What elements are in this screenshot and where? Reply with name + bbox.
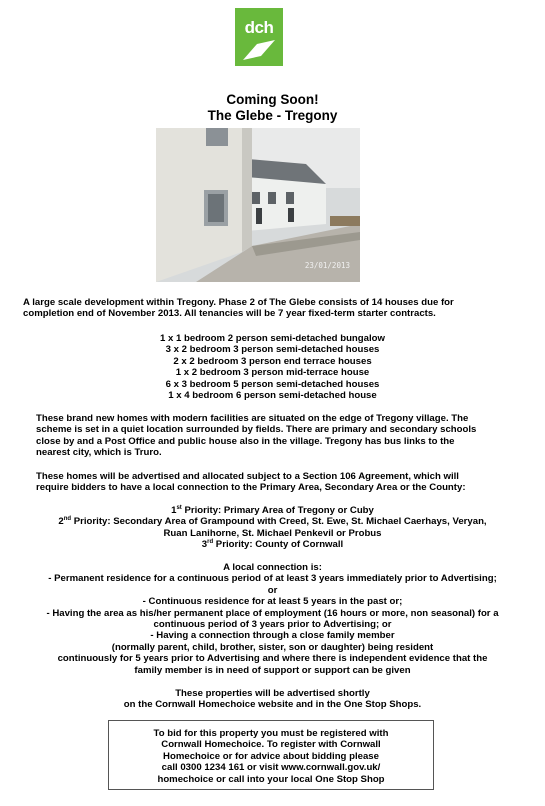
description-line: nearest city, which is Truro. bbox=[36, 447, 162, 459]
unit-item: 1 x 1 bedroom 2 person semi-detached bungalow bbox=[160, 333, 385, 344]
logo-leaf-icon bbox=[243, 40, 275, 60]
heading-coming-soon: Coming Soon! bbox=[226, 92, 319, 107]
priority-2: 2nd Priority: Secondary Area of Grampound with Creed, St. Ewe, St. Michael Caerhays, Veryan, bbox=[58, 516, 487, 528]
unit-list bbox=[0, 333, 545, 401]
local-connection-section bbox=[0, 562, 545, 676]
bidding-info-box bbox=[108, 720, 434, 790]
description-paragraph bbox=[36, 413, 526, 459]
unit-item: 1 x 4 bedroom 6 person semi-detached house bbox=[168, 390, 377, 402]
connection-line: A local connection is: bbox=[223, 562, 322, 573]
intro-line: completion end of November 2013. All tenancies will be 7 year fixed-term starter contracts. bbox=[23, 308, 436, 320]
advertising-line: These properties will be advertised shortly bbox=[175, 688, 370, 699]
allocation-line: require bidders to have a local connection to the Primary Area, Secondary Area or the County: bbox=[36, 482, 466, 494]
connection-line: - Permanent residence for a continuous period of at least 3 years immediately prior to Advertising; bbox=[48, 573, 497, 585]
intro-line: A large scale development within Tregony. Phase 2 of The Glebe consists of 14 houses due for bbox=[23, 297, 454, 308]
connection-line: - Continuous residence for at least 5 years in the past or; bbox=[142, 596, 403, 608]
connection-line: family member is in need of support or support can be given bbox=[134, 664, 411, 676]
connection-line: - Having a connection through a close family member bbox=[150, 630, 395, 642]
priority-1: 1st Priority: Primary Area of Tregony or Cuby bbox=[171, 505, 374, 516]
connection-line: - Having the area as his/her permanent place of employment (16 hours or more, non seasonal) for a bbox=[46, 607, 499, 619]
connection-line: continuous period of 3 years prior to Advertising; or bbox=[153, 619, 392, 631]
priority-3: 3rd Priority: County of Cornwall bbox=[201, 539, 344, 551]
description-line: These brand new homes with modern facilities are situated on the edge of Tregony village. The bbox=[36, 413, 469, 424]
bid-box-line: homechoice or call into your local One Stop Shop bbox=[157, 773, 385, 785]
intro-paragraph bbox=[23, 297, 523, 320]
connection-line: (normally parent, child, brother, sister, son or daughter) being resident bbox=[111, 641, 434, 653]
connection-line: continuously for 5 years prior to Advertising and where there is independent evidence that the bbox=[57, 653, 488, 665]
advertising-note bbox=[0, 688, 545, 711]
description-line: scheme is set in a quiet location surrounded by fields. There are primary and secondary schools bbox=[36, 424, 477, 436]
priority-2-continued: Ruan Lanihorne, St. Michael Penkevil or Probus bbox=[163, 527, 382, 539]
development-photo bbox=[156, 128, 360, 282]
photo-timestamp: 23/01/2013 bbox=[304, 261, 350, 270]
bid-box-line: To bid for this property you must be registered with bbox=[153, 728, 389, 739]
dch-logo bbox=[235, 8, 283, 66]
unit-item: 1 x 2 bedroom 3 person mid-terrace house bbox=[175, 367, 370, 379]
description-line: close by and a Post Office and public house also in the village. Tregony has bus links to the bbox=[36, 435, 455, 447]
logo-text: dch bbox=[244, 18, 274, 37]
unit-item: 2 x 2 bedroom 3 person end terrace houses bbox=[173, 355, 372, 367]
priority-list bbox=[0, 505, 545, 551]
allocation-paragraph bbox=[36, 471, 526, 494]
heading-scheme-name: The Glebe - Tregony bbox=[207, 108, 338, 123]
allocation-line: These homes will be advertised and allocated subject to a Section 106 Agreement, which will bbox=[36, 471, 459, 482]
unit-item: 6 x 3 bedroom 5 person semi-detached houses bbox=[165, 378, 380, 390]
unit-item: 3 x 2 bedroom 3 person semi-detached houses bbox=[165, 344, 380, 356]
advertising-line: on the Cornwall Homechoice website and in the One Stop Shops. bbox=[123, 699, 422, 711]
bid-box-line: call 0300 1234 161 or visit www.cornwall.gov.uk/ bbox=[161, 762, 381, 774]
bid-box-line: Cornwall Homechoice. To register with Cornwall bbox=[161, 739, 381, 751]
connection-line: or bbox=[267, 584, 278, 596]
bid-box-line: Homechoice or for advice about bidding please bbox=[163, 750, 379, 762]
